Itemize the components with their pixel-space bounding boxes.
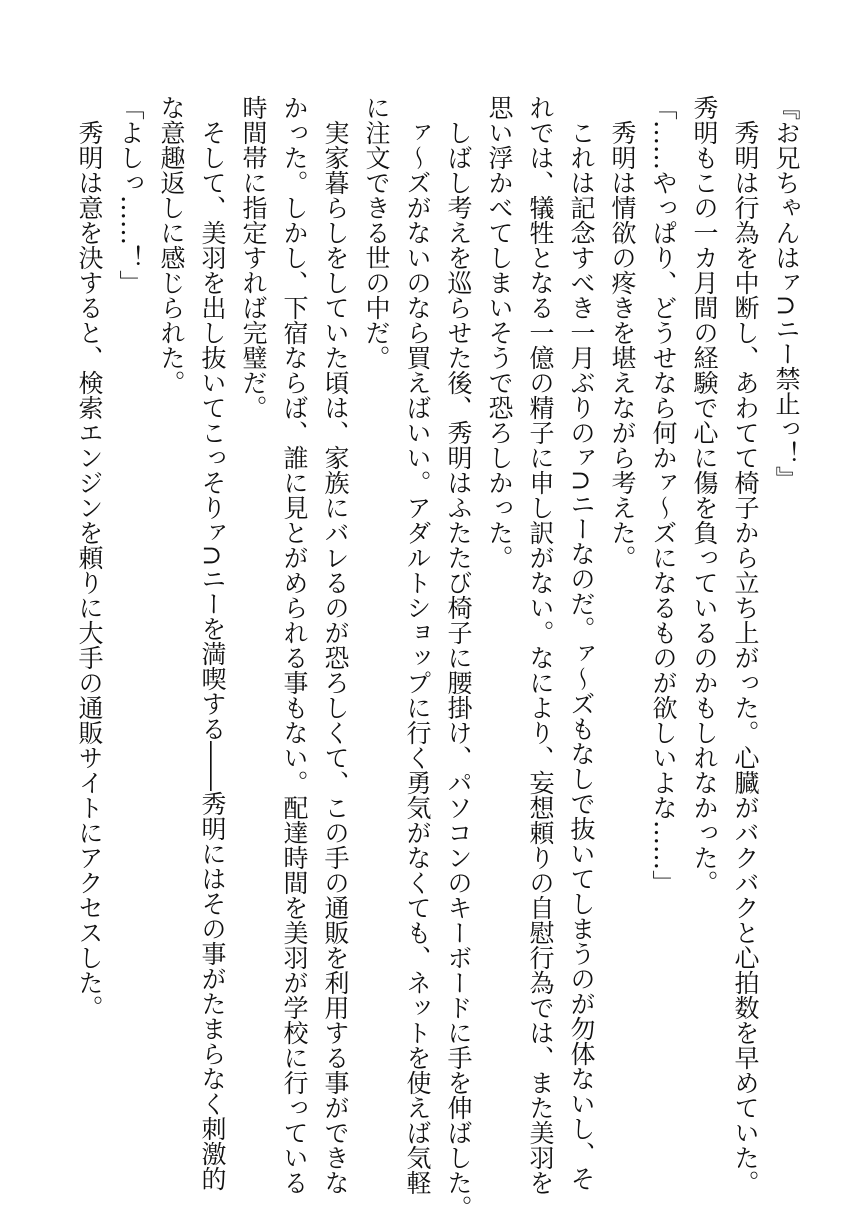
text-line: 秀明は行為を中断し、あわてて椅子から立ち上がった。心臓がバクバクと心拍数を早めていた。 (731, 95, 760, 1195)
text-line: そして、美羽を出し抜いてこっそりァ∩ニーを満喫する――秀明にはその事がたまらなく刺激的 (198, 95, 227, 1191)
text-line: 秀明は情欲の疼きを堪えながら考えた。 (608, 95, 637, 570)
text-line: しばし考えを巡らせた後、秀明はふたたび椅子に腰掛け、パソコンのキーボードに手を伸ばした。 (444, 95, 473, 1220)
text-line: これは記念すべき一月ぶりのァ∩ニーなのだ。ァ～ズもなしで抜いてしまうのが勿体ないし、そ (567, 95, 596, 1191)
text-line: 実家暮らしをしていた頃は、家族にバレるのが恐ろしくて、この手の通販を利用する事ができな (321, 95, 350, 1195)
text-line: かった。しかし、下宿ならば、誰に見とがめられる事もない。配達時間を美羽が学校に行っている (280, 95, 309, 1195)
text-line: 秀明もこの一カ月間の経験で心に傷を負っているのかもしれなかった。 (690, 95, 719, 895)
text-line: 「よしっ……！」 (116, 95, 145, 295)
text-line: な意趣返しに感じられた。 (157, 95, 186, 395)
text-line: れでは、犠牲となる一億の精子に申し訳がない。なにより、妄想頼りの自慰行為では、また美羽を (526, 95, 555, 1195)
text-line: 秀明は意を決すると、検索エンジンを頼りに大手の通販サイトにアクセスした。 (75, 95, 104, 1020)
vertical-text-body (69, 95, 807, 1220)
text-line: 「……やっぱり、どうせなら何かァ～ズになるものが欲しいよな……」 (649, 95, 678, 895)
text-line: 思い浮かべてしまいそうで恐ろしかった。 (485, 95, 514, 570)
text-line: に注文できる世の中だ。 (362, 95, 391, 370)
text-line: ァ～ズがないのなら買えばいい。アダルトショップに行く勇気がなくても、ネットを使えば気軽 (403, 95, 432, 1195)
text-line: 『お兄ちゃんはァ∩ニー禁止っ！』 (772, 95, 801, 491)
text-line: 時間帯に指定すれば完璧だ。 (239, 95, 268, 420)
